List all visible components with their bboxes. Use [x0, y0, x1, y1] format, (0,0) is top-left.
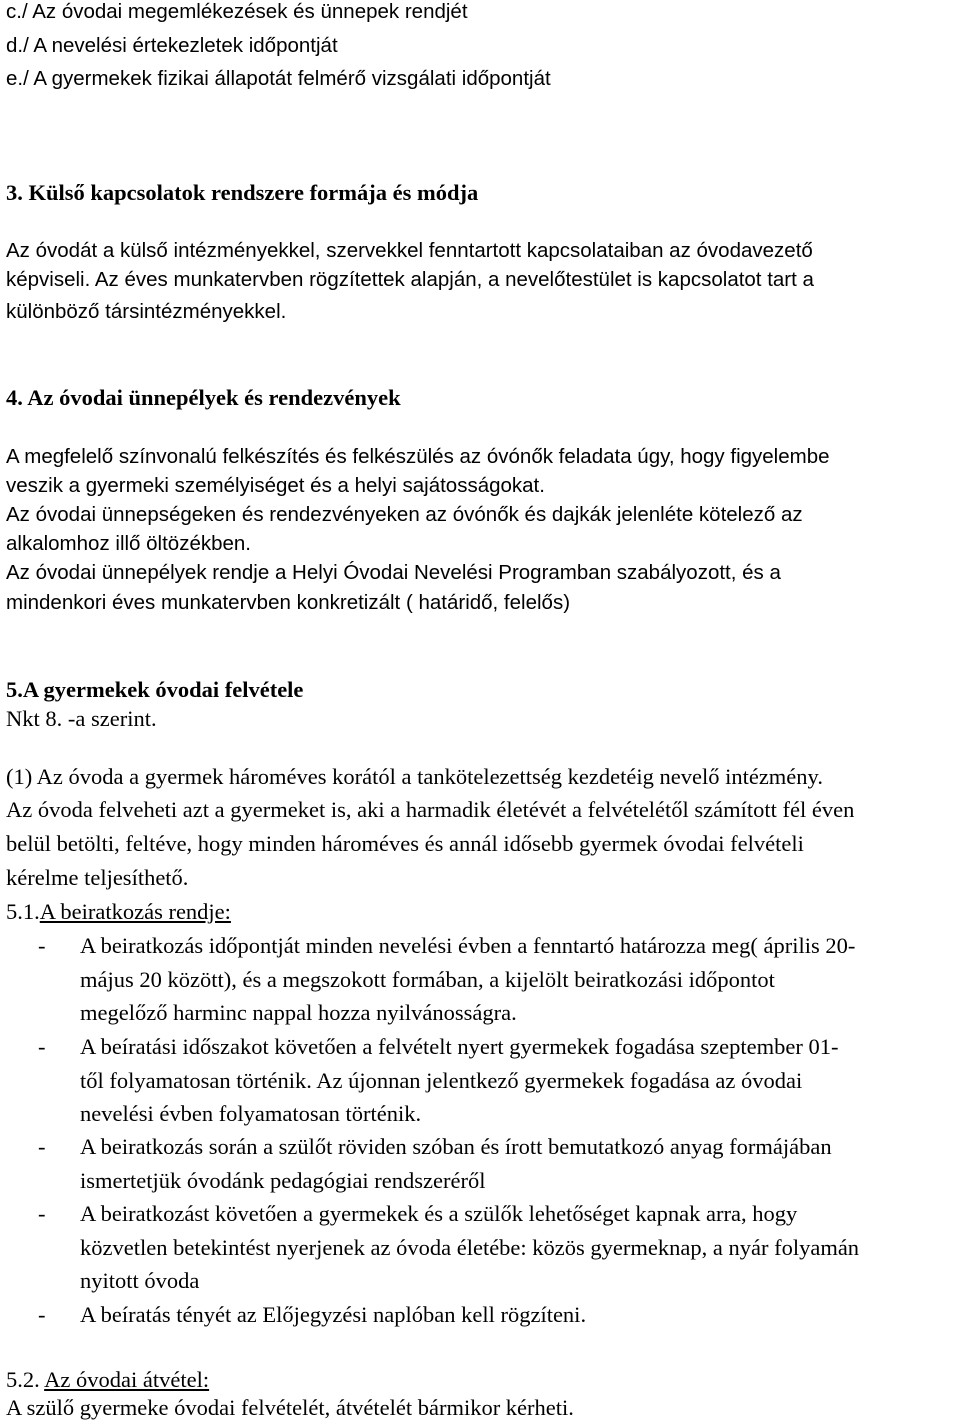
section-5-p1-line-4: kérelme teljesíthető. [6, 865, 189, 890]
section-3-line-3: különböző társintézményekkel. [6, 300, 287, 323]
bullet-dash: - [38, 1201, 46, 1226]
bullet-2-line-3: nevelési évben folyamatosan történik. [80, 1101, 422, 1126]
bullet-3-line-1: A beiratkozás során a szülőt röviden szóban és írott bemutatkozó anyag formájában [80, 1134, 832, 1159]
bullet-1-line-1: A beiratkozás időpontját minden nevelési évben a fenntartó határozza meg( április 20- [80, 933, 856, 958]
section-5-2-title: Az óvodai átvétel: [44, 1367, 210, 1392]
bullet-1-line-2: május 20 között), és a megszokott formában, a kijelölt beiratkozási időpontot [80, 967, 775, 992]
section-4-p1-line-1: A megfelelő színvonalú felkészítés és felkészülés az óvónők feladata úgy, hogy figyelembe [6, 445, 830, 468]
section-4-p2-line-2: alkalomhoz illő öltözékben. [6, 532, 251, 555]
section-5-p1-line-1: (1) Az óvoda a gyermek hároméves korától a tankötelezettség kezdetéig nevelő intézmény. [6, 764, 823, 789]
bullet-2-line-2: től folyamatosan történik. Az újonnan jelentkező gyermekek fogadása az óvodai [80, 1068, 803, 1093]
section-4-heading: 4. Az óvodai ünnepélyek és rendezvények [6, 385, 401, 410]
section-3-line-2a: képviseli. [6, 268, 91, 291]
bullet-5-line-1: A beíratás tényét az Előjegyzési naplóban kell rögzíteni. [80, 1302, 587, 1327]
section-5-reference: Nkt 8. -a szerint. [6, 706, 157, 731]
bullet-4-line-1: A beiratkozást követően a gyermekek és a szülők lehetőséget kapnak arra, hogy [80, 1201, 798, 1226]
bullet-dash: - [38, 1034, 46, 1059]
section-5-1-number: 5.1. [6, 899, 40, 924]
section-4-p2-line-1: Az óvodai ünnepségeken és rendezvényeken az óvónők és dajkák jelenléte kötelező az [6, 503, 803, 526]
bullet-3-line-2: ismertetjük óvodánk pedagógiai rendszeréről [80, 1168, 486, 1193]
section-3-line-2b: Az éves munkatervben rögzítettek alapján, a nevelőtestület is kapcsolatot tart a [90, 268, 814, 291]
bullet-4-line-3: nyitott óvoda [80, 1268, 200, 1293]
section-5-2-number: 5.2. [6, 1367, 40, 1392]
section-5-2-line-1: A szülő gyermeke óvodai felvételét, átvételét bármikor kérheti. [6, 1395, 574, 1420]
section-4-p3-line-2: mindenkori éves munkatervben konkretizált ( határidő, felelős) [6, 591, 571, 614]
bullet-dash: - [38, 1134, 46, 1159]
section-5-heading: 5.A gyermekek óvodai felvétele [6, 677, 304, 702]
section-5-1-title: A beiratkozás rendje: [39, 899, 231, 924]
section-4-p3-line-1: Az óvodai ünnepélyek rendje a Helyi Óvodai Nevelési Programban szabályozott, és a [6, 561, 781, 584]
bullet-2-line-1: A beíratási időszakot követően a felvételt nyert gyermekek fogadása szeptember 01- [80, 1034, 839, 1059]
list-item-e: e./ A gyermekek fizikai állapotát felmérő vizsgálati időpontját [6, 67, 551, 90]
bullet-dash: - [38, 933, 46, 958]
bullet-4-line-2: közvetlen betekintést nyerjenek az óvoda életébe: közös gyermeknap, a nyár folyamán [80, 1235, 860, 1260]
section-3-line-2 [6, 268, 814, 292]
section-5-p1-line-2: Az óvoda felveheti azt a gyermeket is, aki a harmadik életévét a felvételétől számított fél éven [6, 797, 855, 822]
bullet-1-line-3: megelőző harminc nappal hozza nyilvánosságra. [80, 1000, 517, 1025]
section-5-p1-line-3: belül betölti, feltéve, hogy minden hároméves és annál idősebb gyermek óvodai felvételi [6, 831, 804, 856]
bullet-dash: - [38, 1302, 46, 1327]
section-4-p1-line-2: veszik a gyermeki személyiséget és a helyi sajátosságokat. [6, 474, 545, 497]
section-5-1-heading [6, 899, 231, 925]
section-3-heading: 3. Külső kapcsolatok rendszere formája és módja [6, 180, 479, 205]
list-item-d: d./ A nevelési értekezletek időpontját [6, 34, 338, 57]
list-item-c: c./ Az óvodai megemlékezések és ünnepek rendjét [6, 0, 468, 23]
section-3-line-1: Az óvodát a külső intézményekkel, szervekkel fenntartott kapcsolataiban az óvodavezető [6, 239, 813, 262]
section-5-2-heading [6, 1367, 209, 1393]
